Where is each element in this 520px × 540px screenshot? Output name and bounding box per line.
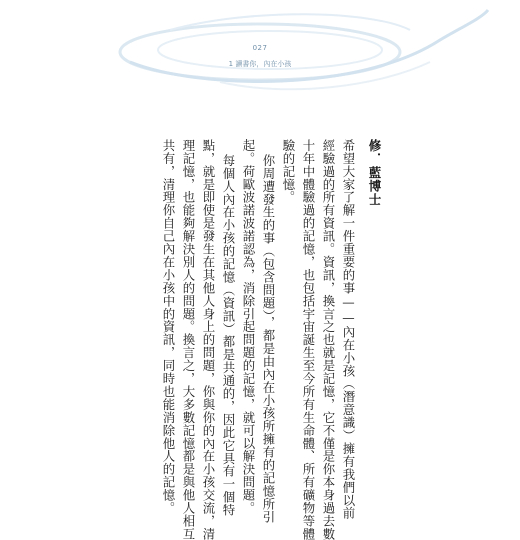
text-column: 每個人內在小孩的記憶（資訊）都是共通的，因此它具有一個特 bbox=[221, 154, 236, 517]
text-column: 你周遭發生的事（包含問題），都是由內在小孩所擁有的記憶所引 bbox=[261, 154, 276, 524]
decorative-swirl-graphic bbox=[110, 0, 490, 110]
page-number: 027 bbox=[252, 44, 268, 52]
chapter-title: 1 讀書你，內在小孩 bbox=[228, 60, 292, 68]
text-column: 十年中體驗過的記憶，也包括宇宙誕生至今所有生命體、所有礦物等體 bbox=[301, 139, 316, 540]
text-column: 點，就是即使是發生在其他人身上的問題，你與你的內在小孩交流，清 bbox=[201, 139, 216, 540]
text-column: 希望大家了解一件重要的事——內在小孩（潛意識）擁有我們以前 bbox=[341, 139, 356, 520]
text-column: 經驗過的所有資訊。資訊，換言之也就是記憶，它不僅是你本身過去數 bbox=[321, 139, 336, 540]
text-column: 驗的記憶。 bbox=[281, 139, 296, 204]
text-column: 共有，清理你自己內在小孩中的資訊，同時也能消除他人的記憶。 bbox=[161, 139, 176, 515]
section-heading: 修．藍博士 bbox=[367, 139, 382, 207]
text-column: 起。荷歐波諾波諾認為，消除引起問題的記憶，就可以解決問題。 bbox=[241, 139, 256, 515]
text-column: 理記憶，也能夠解決別人的問題。換言之，大多數記憶都是與他人相互 bbox=[181, 139, 196, 540]
